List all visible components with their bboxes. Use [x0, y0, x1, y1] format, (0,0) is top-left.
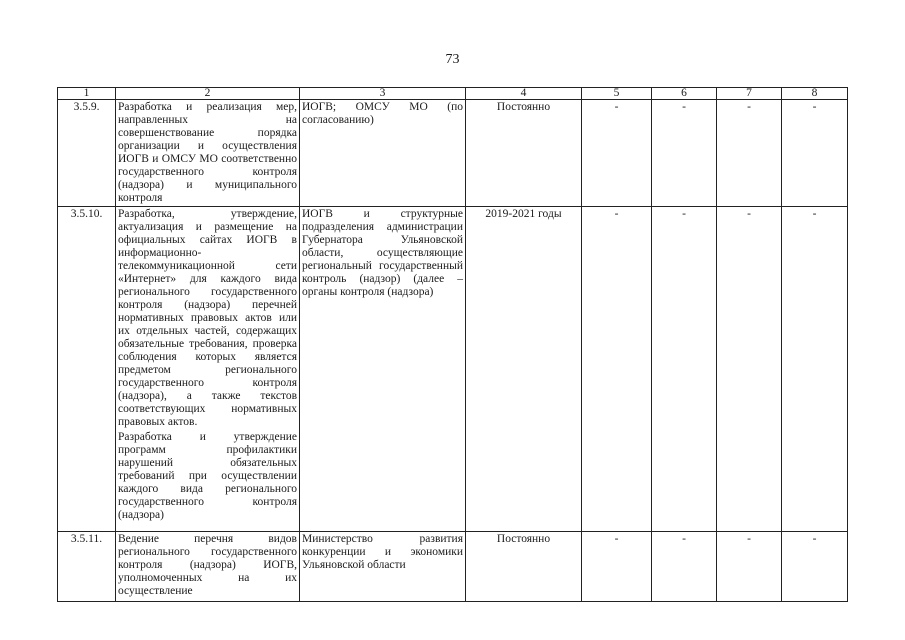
- dash-cell: -: [652, 532, 717, 602]
- period-cell: 2019-2021 годы: [466, 207, 582, 532]
- dash-cell: -: [782, 532, 848, 602]
- dash-cell: -: [652, 100, 717, 207]
- measure-cell: [116, 207, 300, 532]
- column-header: 7: [717, 88, 782, 100]
- executors-cell: Министерство развития конкуренции и экономики Ульяновской области: [300, 532, 466, 602]
- column-header: 3: [300, 88, 466, 100]
- dash-cell: -: [582, 100, 652, 207]
- dash-cell: -: [652, 207, 717, 532]
- measure-text: Разработка и утверждение программ профилактики нарушений обязательных требований при осуществлении каждого вида регионального государственного контроля (надзора): [118, 431, 297, 521]
- dash-cell: -: [782, 100, 848, 207]
- column-header: 1: [58, 88, 116, 100]
- row-number: 3.5.11.: [58, 532, 116, 602]
- measure-text: Разработка и реализация мер, направленных на совершенствование порядка организации и осуществления ИОГВ и ОМСУ МО соответственно государственного контроля (надзора) и муниципального контроля: [118, 101, 297, 204]
- table-row: [58, 532, 848, 602]
- row-number: 3.5.10.: [58, 207, 116, 532]
- table-row: [58, 207, 848, 532]
- column-header: 8: [782, 88, 848, 100]
- measure-text: Разработка, утверждение, актуализация и размещение на официальных сайтах ИОГВ в информационно-телекоммуникационной сети «Интернет» для каждого вида регионального государственного контроля (надзора) перечней нормативных правовых актов или их отдельных частей, содержащих обязательные требования, проверка соблюдения которых является предметом регионального государственного контроля (надзора), а также текстов соответствующих нормативных правовых актов.: [118, 208, 297, 428]
- column-header: 5: [582, 88, 652, 100]
- table-row: [58, 100, 848, 207]
- executors-cell: ИОГВ и структурные подразделения администрации Губернатора Ульяновской области, осуществляющие региональный государственный контроль (надзор) (далее – органы контроля (надзора): [300, 207, 466, 532]
- column-header: 6: [652, 88, 717, 100]
- period-cell: Постоянно: [466, 100, 582, 207]
- measure-cell: [116, 532, 300, 602]
- period-cell: Постоянно: [466, 532, 582, 602]
- executors-cell: ИОГВ; ОМСУ МО (по согласованию): [300, 100, 466, 207]
- dash-cell: -: [717, 100, 782, 207]
- dash-cell: -: [782, 207, 848, 532]
- row-number: 3.5.9.: [58, 100, 116, 207]
- dash-cell: -: [717, 532, 782, 602]
- dash-cell: -: [717, 207, 782, 532]
- dash-cell: -: [582, 532, 652, 602]
- dash-cell: -: [582, 207, 652, 532]
- column-header: 4: [466, 88, 582, 100]
- measure-text: Ведение перечня видов регионального государственного контроля (надзора) ИОГВ, уполномоченных на их осуществление: [118, 533, 297, 597]
- measure-cell: [116, 100, 300, 207]
- measures-table: [57, 87, 848, 602]
- page-number: 73: [445, 52, 460, 67]
- column-header: 2: [116, 88, 300, 100]
- header-row: [58, 88, 848, 100]
